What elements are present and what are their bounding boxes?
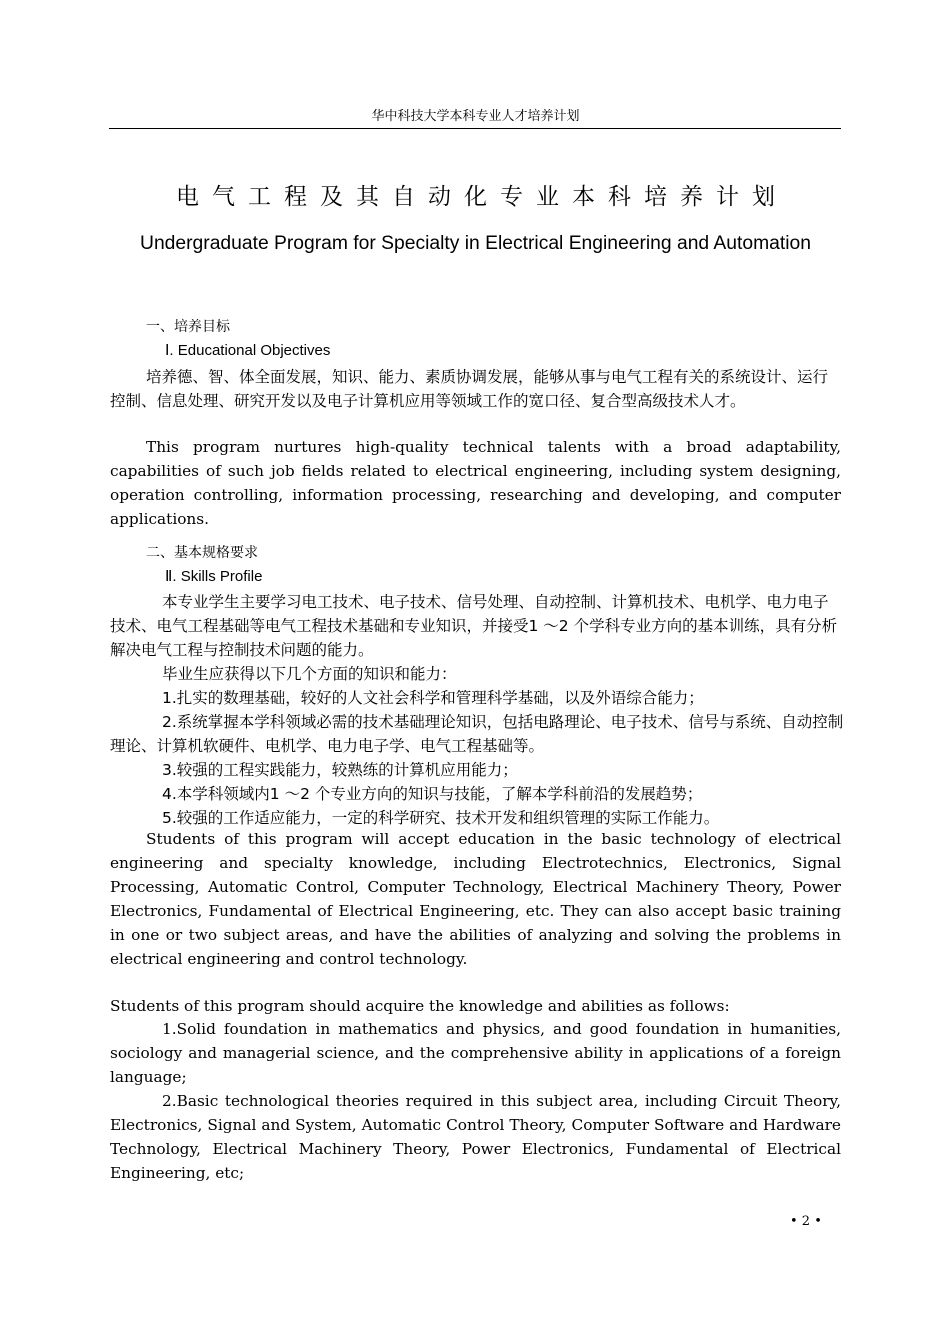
section-2-heading-en: Ⅱ. Skills Profile	[165, 568, 263, 585]
document-title-en: Undergraduate Program for Specialty in Electrical Engineering and Automation	[140, 233, 811, 254]
list-item-en: 1.Solid foundation in mathematics and physics, and good foundation in humanities, sociology and managerial science, and the comprehensive ability in applications of a foreign language;	[110, 1020, 841, 1086]
header-rule	[109, 128, 841, 129]
list-item-zh: 1.扎实的数理基础，较好的人文社会科学和管理科学基础，以及外语综合能力；	[162, 689, 704, 707]
section-2-lead-zh: 毕业生应获得以下几个方面的知识和能力：	[162, 665, 457, 683]
list-item-en: 2.Basic technological theories required in this subject area, including Circuit Theory, Electronics, Signal and System, Automatic Control Theory, Computer Software and Hardware Technology, Electrical Machinery Theory, Power Electronics, Fundamental of Electrical Engineering, etc;	[110, 1092, 841, 1182]
section-2-intro-en: Students of this program will accept education in the basic technology of electrical engineering and specialty knowledge, including Electrotechnics, Electronics, Signal Processing, Automatic Control, Computer Technology, Electrical Machinery Theory, Power Electronics, Fundamental of Electrical Engineering, etc. They can also accept basic training in one or two subject areas, and have the abilities of analyzing and solving the problems in electrical engineering and control technology.	[110, 830, 841, 968]
list-item-zh: 5.较强的工作适应能力，一定的科学研究、技术开发和组织管理的实际工作能力。	[162, 809, 720, 827]
section-1-heading-zh: 一、培养目标	[146, 319, 230, 335]
section-1-paragraph-zh: 培养德、智、体全面发展，知识、能力、素质协调发展，能够从事与电气工程有关的系统设计、运行控制、信息处理、研究开发以及电子计算机应用等领域工作的宽口径、复合型高级技术人才。	[110, 368, 829, 410]
list-item-zh: 2.系统掌握本学科领域必需的技术基础理论知识，包括电路理论、电子技术、信号与系统、自动控制理论、计算机软硬件、电机学、电力电子学、电气工程基础等。	[110, 713, 844, 755]
section-1-paragraph-en: This program nurtures high-quality technical talents with a broad adaptability, capabilities of such job fields related to electrical engineering, including system designing, operation controlling, information processing, researching and developing, and computer applications.	[110, 438, 841, 528]
section-2-lead-en: Students of this program should acquire the knowledge and abilities as follows:	[110, 997, 730, 1015]
section-2-heading-zh: 二、基本规格要求	[146, 545, 258, 561]
running-header: 华中科技大学本科专业人才培养计划	[371, 109, 580, 124]
list-item-zh: 4.本学科领域内1 ～2 个专业方向的知识与技能，了解本学科前沿的发展趋势；	[162, 785, 703, 803]
page-number: • 2 •	[790, 1214, 822, 1229]
list-item-zh: 3.较强的工程实践能力，较熟练的计算机应用能力；	[162, 761, 518, 779]
section-1-heading-en: Ⅰ. Educational Objectives	[165, 342, 331, 359]
document-title-zh: 电气工程及其自动化专业本科培养计划	[176, 184, 788, 210]
section-2-intro-zh: 本专业学生主要学习电工技术、电子技术、信号处理、自动控制、计算机技术、电机学、电力电子技术、电气工程基础等电气工程技术基础和专业知识，并接受1 ～2 个学科专业方向的基本训练，具有分析解决电气工程与控制技术问题的能力。	[110, 593, 838, 659]
